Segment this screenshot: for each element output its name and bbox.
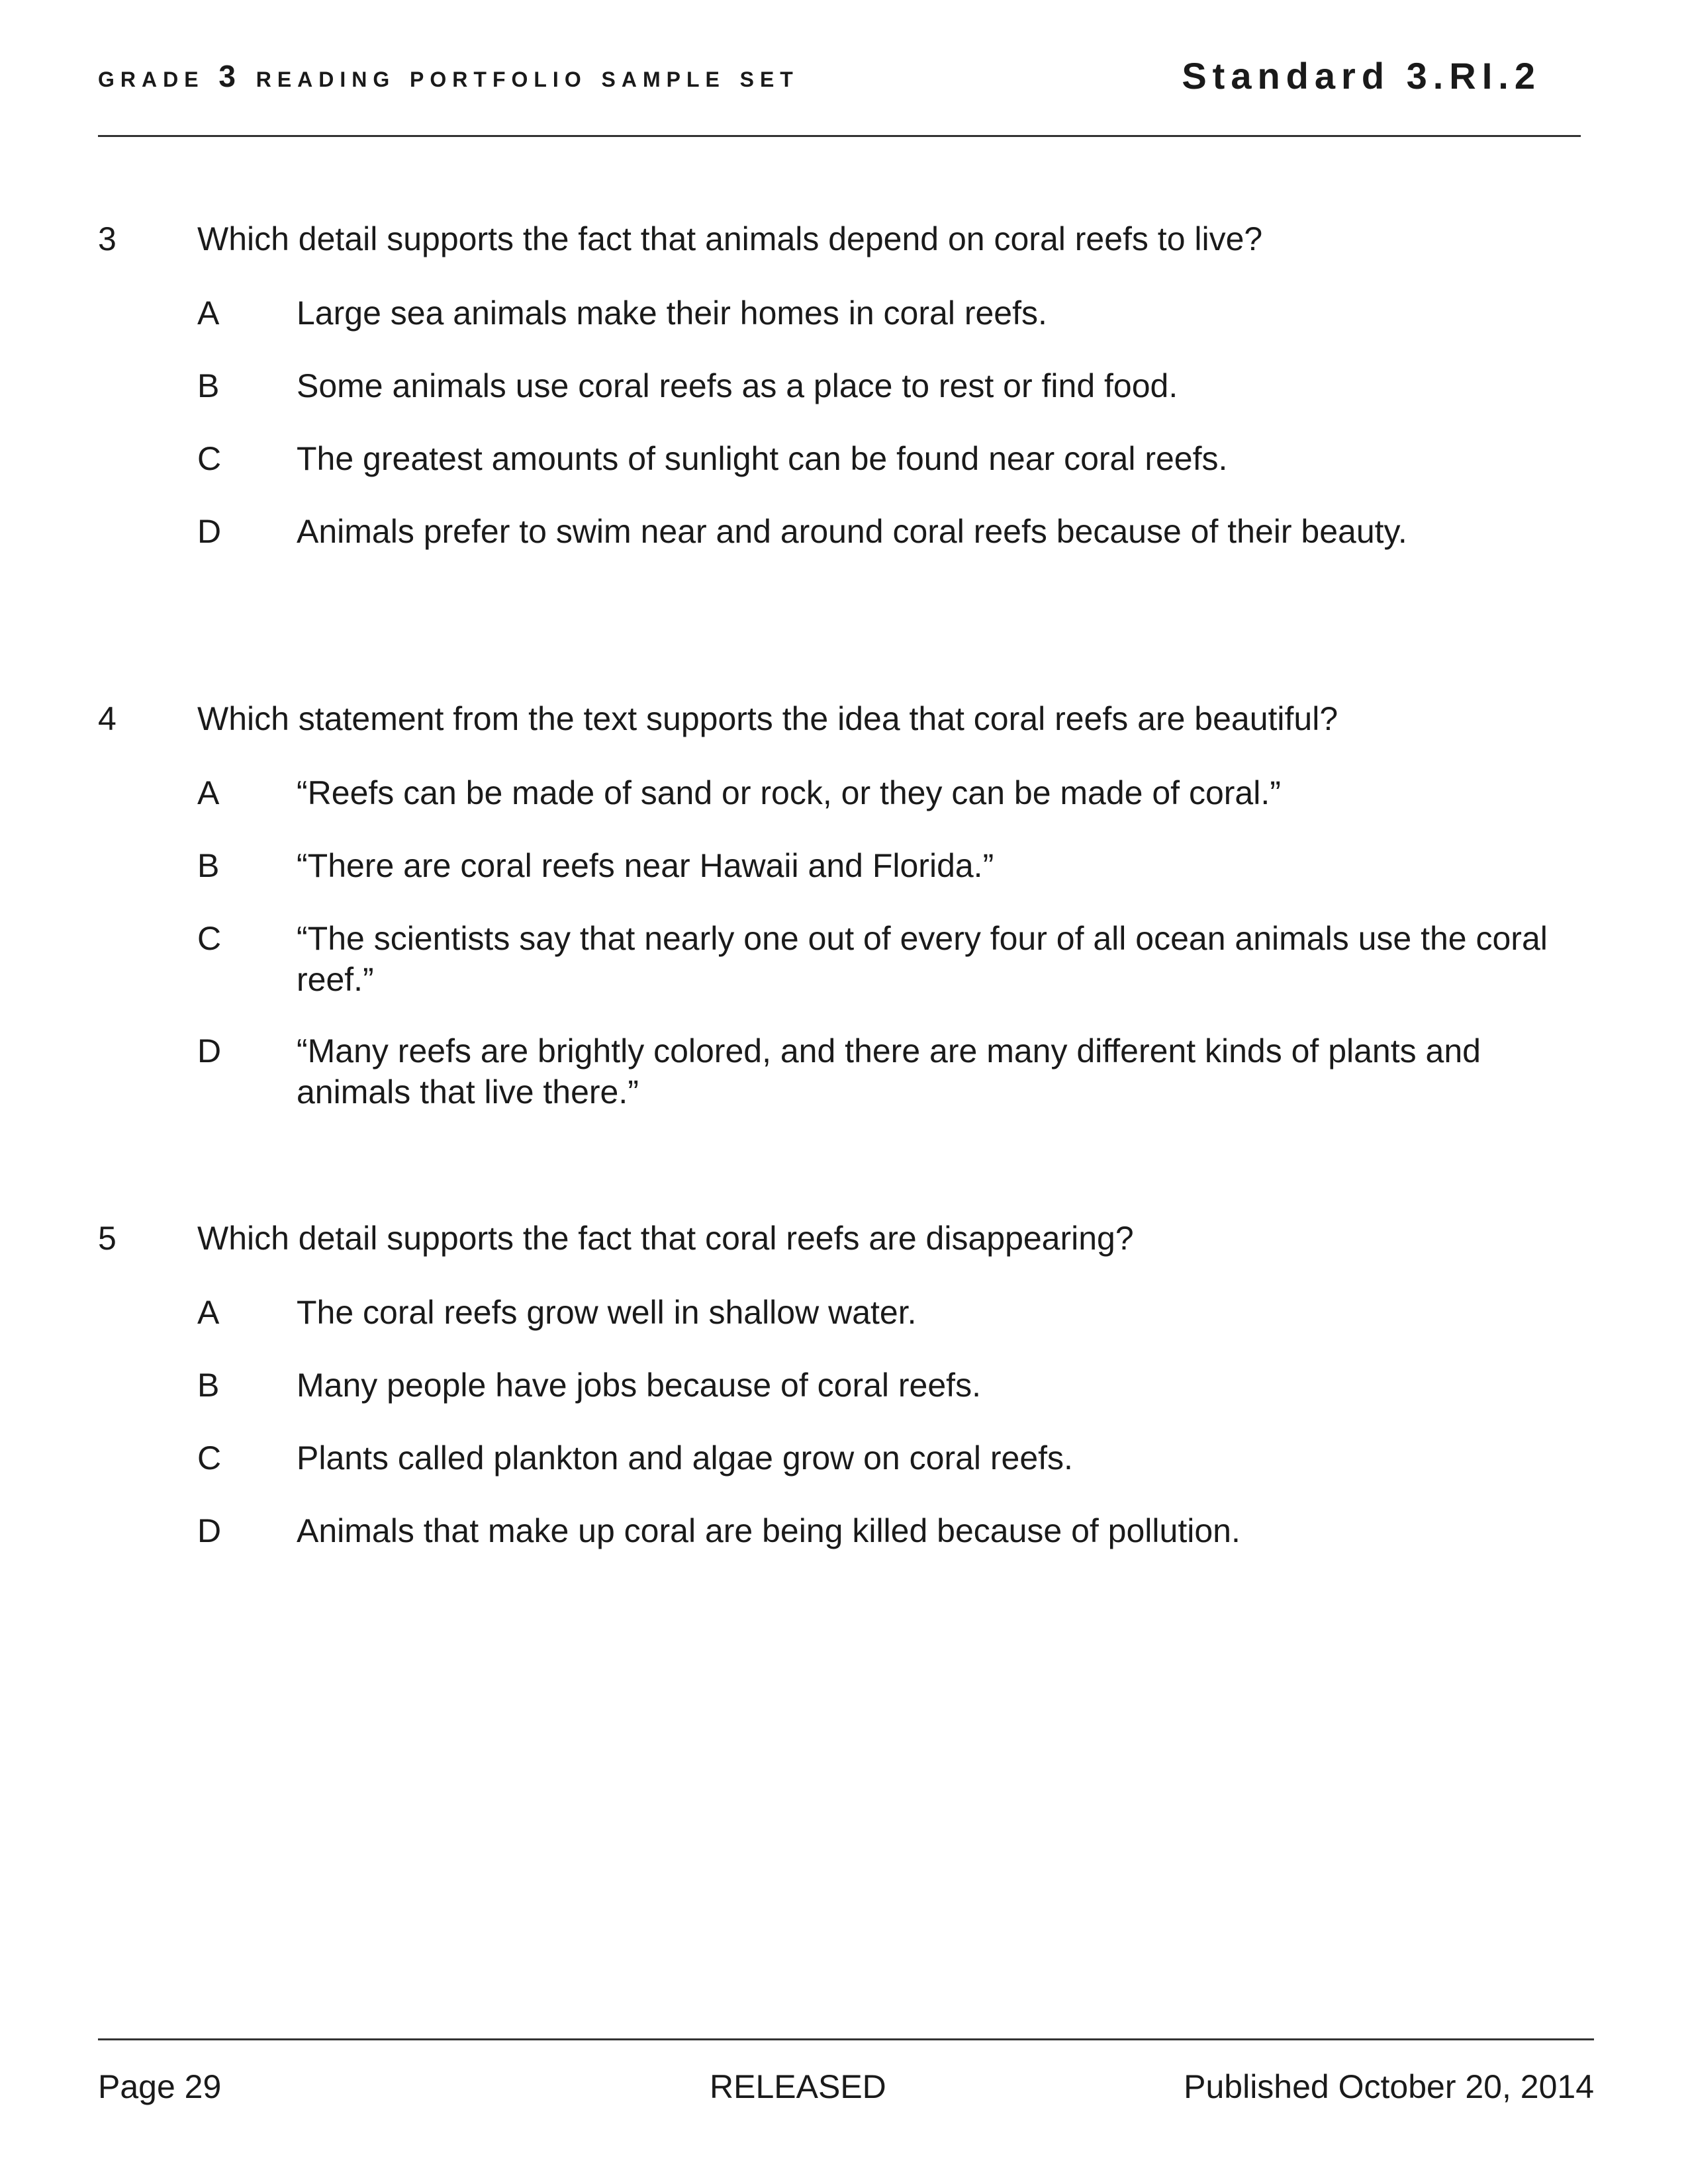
choice-letter: A: [197, 1294, 220, 1331]
release-status: RELEASED: [710, 2068, 886, 2105]
choice-letter: D: [197, 513, 222, 550]
question-3: [98, 218, 1594, 602]
choice-text: Large sea animals make their homes in coral reefs.: [297, 295, 1047, 332]
choice-text: “There are coral reefs near Hawaii and Florida.”: [297, 847, 994, 884]
standard-label: Standard 3.RI.2: [1182, 55, 1541, 97]
question-number: 3: [98, 220, 117, 257]
choice-letter: C: [197, 920, 222, 957]
choice-letter: A: [197, 295, 220, 332]
choice-letter: B: [197, 1367, 220, 1404]
choice-text: Some animals use coral reefs as a place to rest or find food.: [297, 367, 1178, 404]
choice-letter: C: [197, 1439, 222, 1477]
choice-letter: A: [197, 774, 220, 811]
choice-letter: B: [197, 847, 220, 884]
question-stem: Which detail supports the fact that coral reefs are disappearing?: [197, 1220, 1134, 1257]
choice-letter: C: [197, 440, 222, 477]
choice-text: “The scientists say that nearly one out of every four of all ocean animals use the coral reef.”: [297, 920, 1548, 998]
page-number: Page 29: [98, 2068, 222, 2105]
choice-text: The coral reefs grow well in shallow water.: [297, 1294, 917, 1331]
question-4: [98, 698, 1594, 1122]
choice-text: “Reefs can be made of sand or rock, or they can be made of coral.”: [297, 774, 1281, 811]
published-date: Published October 20, 2014: [1184, 2068, 1594, 2105]
choice-letter: D: [197, 1512, 222, 1549]
question-number: 5: [98, 1220, 117, 1257]
choice-text: Animals that make up coral are being killed because of pollution.: [297, 1512, 1241, 1549]
page-footer: [98, 2066, 1594, 2113]
question-number: 4: [98, 700, 117, 737]
choice-text: Plants called plankton and algae grow on coral reefs.: [297, 1439, 1073, 1477]
document-title: grade 3 reading portfolio sample set: [98, 59, 799, 93]
choice-text: “Many reefs are brightly colored, and there are many different kinds of plants and animals that live there.”: [297, 1032, 1481, 1111]
page-header: [98, 55, 1581, 98]
question-5: [98, 1218, 1594, 1562]
question-stem: Which statement from the text supports the idea that coral reefs are beautiful?: [197, 700, 1338, 737]
choice-text: Many people have jobs because of coral reefs.: [297, 1367, 981, 1404]
choice-letter: B: [197, 367, 220, 404]
footer-divider: [98, 2038, 1594, 2040]
choice-text: The greatest amounts of sunlight can be found near coral reefs.: [297, 440, 1228, 477]
choice-text: Animals prefer to swim near and around coral reefs because of their beauty.: [297, 513, 1407, 550]
question-stem: Which detail supports the fact that animals depend on coral reefs to live?: [197, 220, 1263, 257]
choice-letter: D: [197, 1032, 222, 1069]
header-divider: [98, 135, 1581, 137]
